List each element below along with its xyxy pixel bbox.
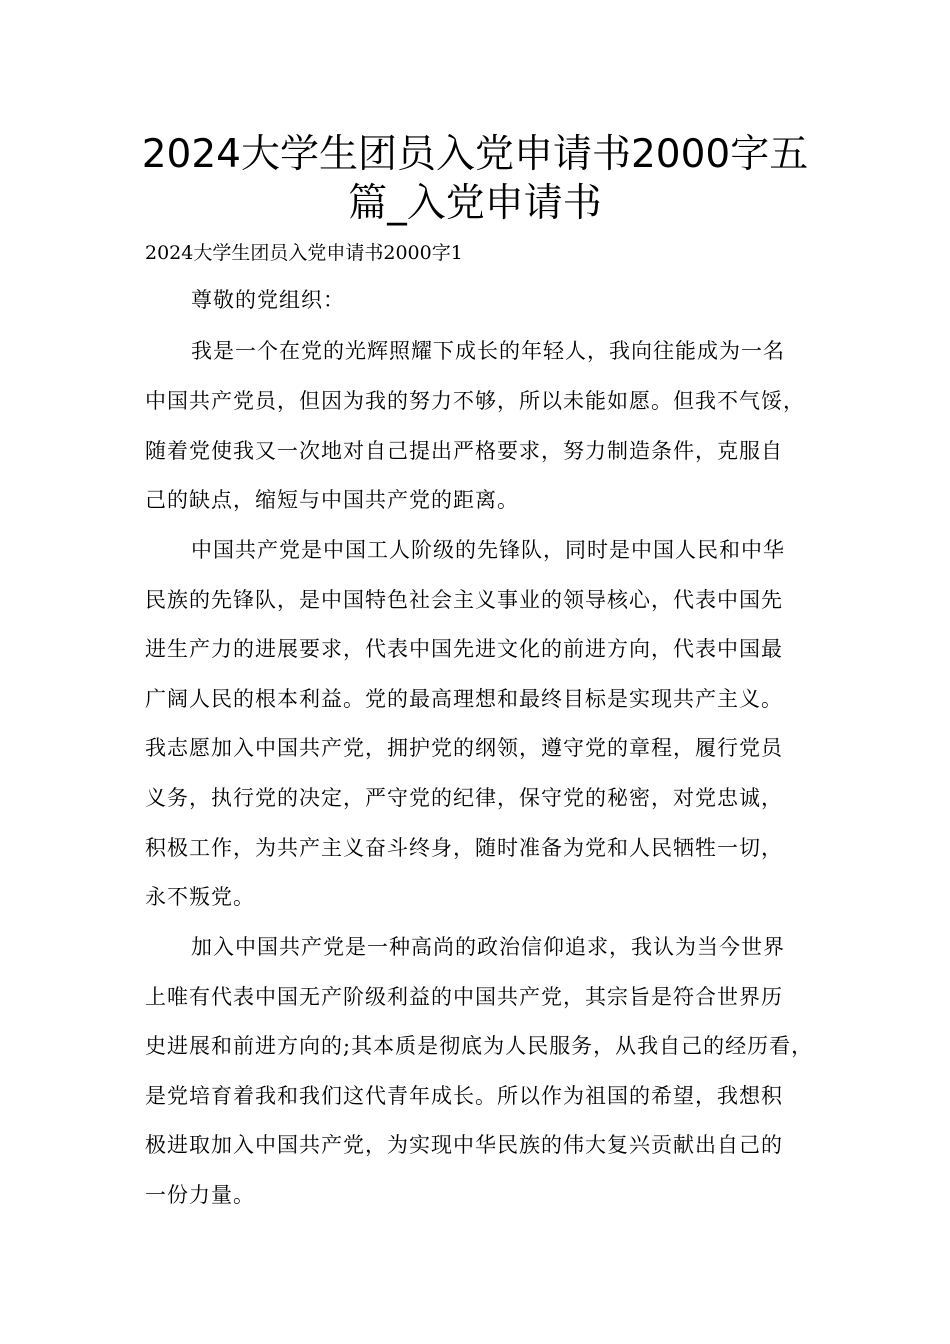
paragraph-line: 中国共产党员，但因为我的努力不够，所以未能如愿。但我不气馁， bbox=[145, 389, 805, 413]
paragraph-line: 永不叛党。 bbox=[145, 885, 255, 909]
paragraph-line: 民族的先锋队，是中国特色社会主义事业的领导核心，代表中国先 bbox=[145, 588, 783, 612]
paragraph-line: 积极工作，为共产主义奋斗终身，随时准备为党和人民牺牲一切， bbox=[145, 836, 783, 860]
paragraph-line: 进生产力的进展要求，代表中国先进文化的前进方向，代表中国最 bbox=[145, 637, 783, 661]
document-title-line-2: 篇_入党申请书 bbox=[348, 181, 602, 226]
paragraph-line: 是党培育着我和我们这代青年成长。所以作为祖国的希望，我想积 bbox=[145, 1084, 783, 1108]
paragraph-line: 加入中国共产党是一种高尚的政治信仰追求，我认为当今世界 bbox=[191, 935, 785, 959]
document-title-line-1: 2024大学生团员入党申请书2000字五 bbox=[141, 132, 809, 177]
paragraph-line: 上唯有代表中国无产阶级利益的中国共产党，其宗旨是符合世界历 bbox=[145, 985, 783, 1009]
paragraph-line: 广阔人民的根本利益。党的最高理想和最终目标是实现共产主义。 bbox=[145, 687, 783, 711]
paragraph-line: 己的缺点，缩短与中国共产党的距离。 bbox=[145, 488, 519, 512]
paragraph-line: 中国共产党是中国工人阶级的先锋队，同时是中国人民和中华 bbox=[191, 538, 785, 562]
section-heading: 2024大学生团员入党申请书2000字1 bbox=[145, 242, 463, 264]
paragraph-line: 随着党使我又一次地对自己提出严格要求，努力制造条件，克服自 bbox=[145, 439, 783, 463]
paragraph-line: 一份力量。 bbox=[145, 1183, 255, 1207]
paragraph-line: 我是一个在党的光辉照耀下成长的年轻人，我向往能成为一名 bbox=[191, 339, 785, 363]
salutation: 尊敬的党组织： bbox=[191, 288, 345, 312]
paragraph-line: 史进展和前进方向的;其本质是彻底为人民服务，从我自己的经历看， bbox=[145, 1034, 814, 1058]
paragraph-line: 我志愿加入中国共产党，拥护党的纲领，遵守党的章程，履行党员 bbox=[145, 736, 783, 760]
paragraph-line: 义务，执行党的决定，严守党的纪律，保守党的秘密，对党忠诚， bbox=[145, 786, 783, 810]
paragraph-line: 极进取加入中国共产党，为实现中华民族的伟大复兴贡献出自己的 bbox=[145, 1133, 783, 1157]
